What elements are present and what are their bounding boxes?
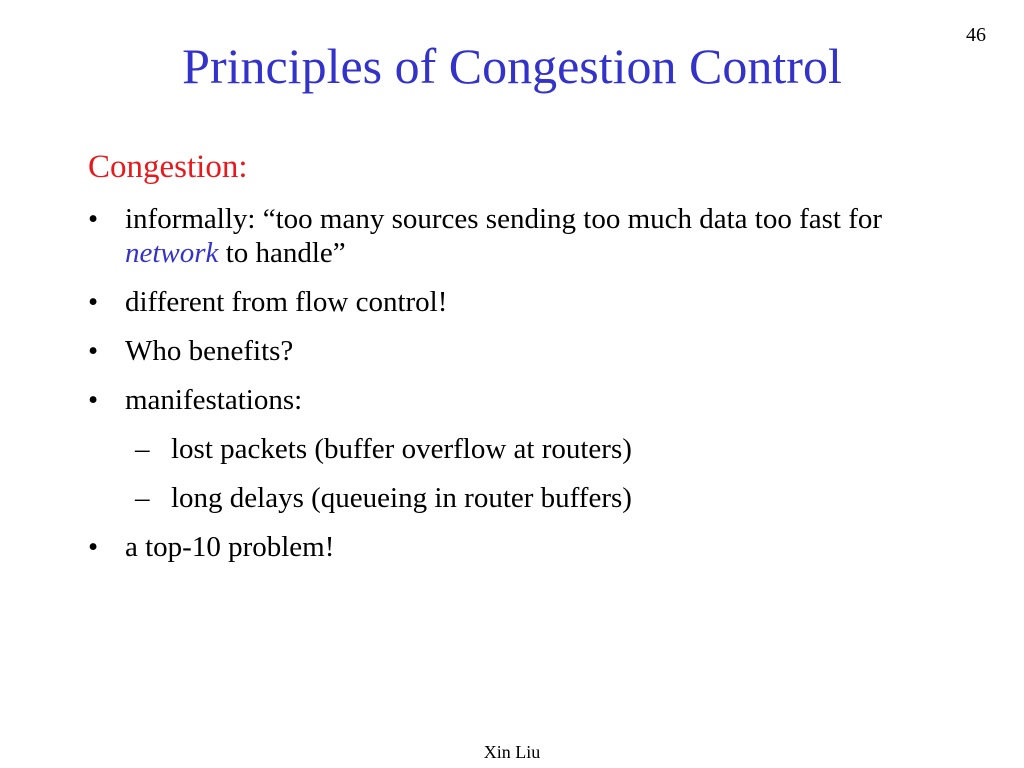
bullet-text: Who benefits? — [125, 335, 294, 367]
sub-bullet-marker: – — [135, 433, 150, 465]
sub-bullet-item — [0, 432, 1024, 466]
emphasis-network: network — [125, 237, 219, 269]
footer-author: Xin Liu — [483, 742, 541, 762]
bullet-item — [0, 334, 1024, 368]
bullet-text-part: informally: “too many sources sending too much data too fast for — [125, 203, 883, 235]
bullet-text: a top-10 problem! — [125, 531, 335, 563]
bullet-item — [0, 202, 1024, 270]
section-heading: Congestion: — [88, 149, 248, 185]
bullet-item — [0, 285, 1024, 319]
bullet-text — [125, 202, 925, 270]
bullet-item — [0, 530, 1024, 564]
sub-bullet-marker: – — [135, 482, 150, 514]
bullet-marker: • — [88, 286, 99, 318]
bullet-marker: • — [88, 335, 99, 367]
bullet-text-part: to handle” — [218, 237, 346, 269]
sub-bullet-text: long delays (queueing in router buffers) — [171, 482, 632, 514]
bullet-marker: • — [88, 531, 99, 563]
bullet-marker: • — [88, 203, 99, 235]
bullet-item — [0, 383, 1024, 417]
slide-number: 46 — [966, 24, 986, 46]
bullet-text: different from flow control! — [125, 286, 448, 318]
bullet-list — [0, 202, 1024, 564]
sub-bullet-text: lost packets (buffer overflow at routers) — [171, 433, 632, 465]
bullet-text: manifestations: — [125, 384, 303, 416]
sub-bullet-item — [0, 481, 1024, 515]
slide-title: Principles of Congestion Control — [182, 38, 842, 94]
bullet-marker: • — [88, 384, 99, 416]
